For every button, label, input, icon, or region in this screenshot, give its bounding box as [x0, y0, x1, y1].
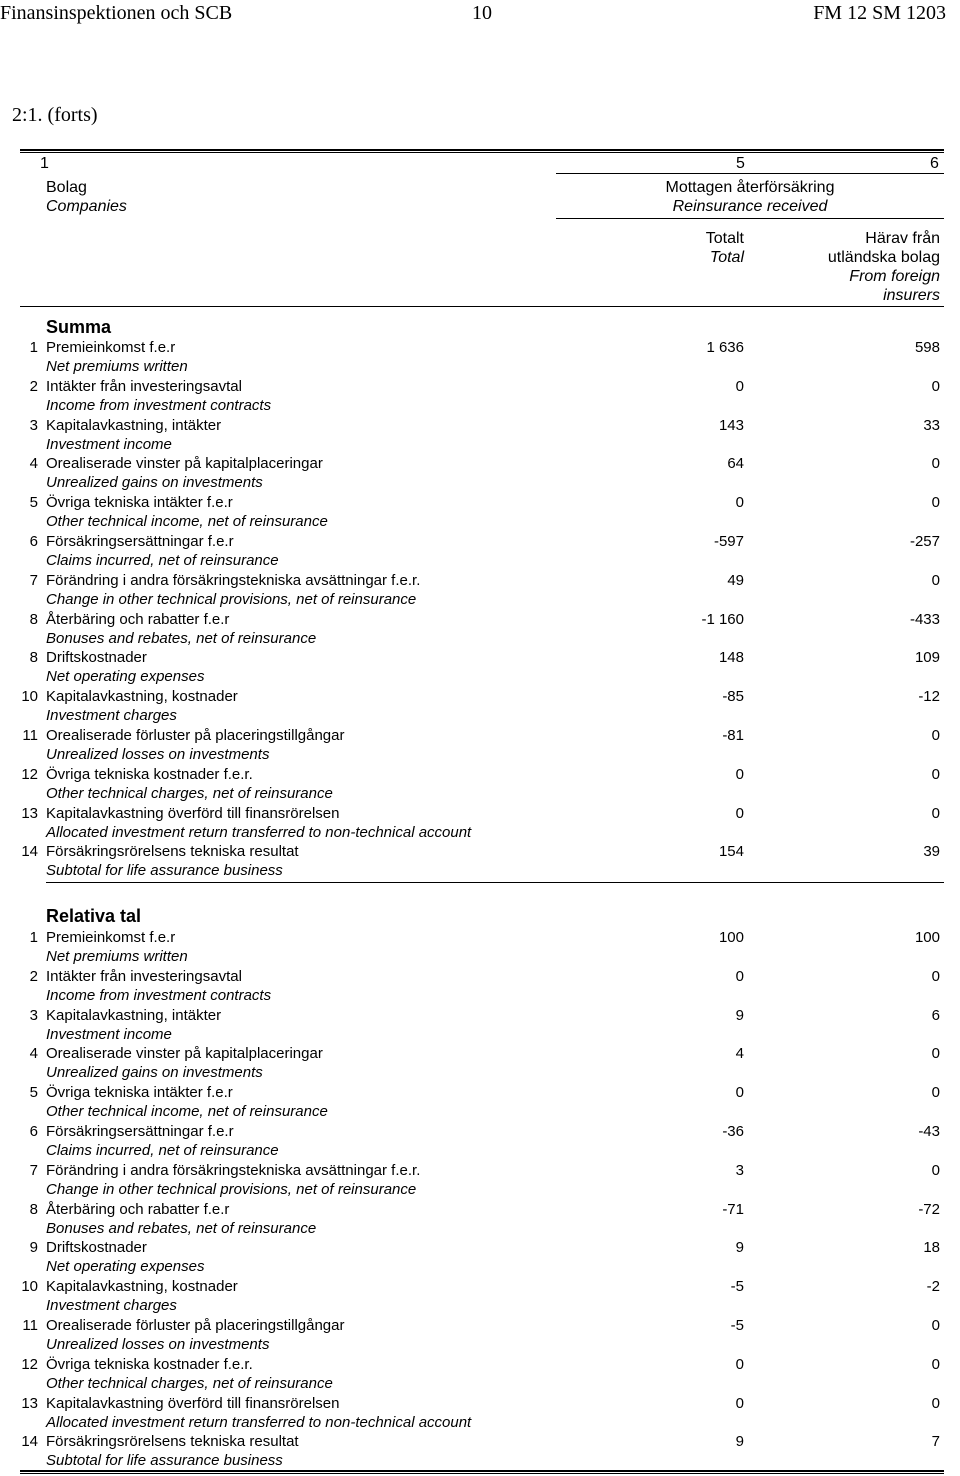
- row-number: 2: [29, 377, 38, 395]
- value-foreign: 0: [931, 967, 940, 985]
- row-label-sv: Försäkringsrörelsens tekniska resultat: [46, 843, 299, 861]
- column-header-insurers: insurers: [883, 287, 940, 304]
- table-top-rule-2: [20, 152, 944, 153]
- value-total: 9: [735, 1239, 744, 1257]
- table-row: [0, 1277, 960, 1316]
- value-total: 3: [735, 1161, 744, 1179]
- page-header-left: Finansinspektionen och SCB: [0, 2, 233, 24]
- table-row: [0, 532, 960, 571]
- value-foreign: 0: [931, 1394, 940, 1412]
- table-row: [0, 1316, 960, 1355]
- row-label-en: Unrealized gains on investments: [46, 1064, 263, 1082]
- row-label-en: Net premiums written: [46, 948, 188, 965]
- value-total: 0: [735, 804, 744, 822]
- value-total: -5: [730, 1278, 744, 1296]
- row-label-en: Other technical income, net of reinsurance: [46, 1103, 328, 1121]
- value-foreign: 100: [914, 929, 940, 946]
- row-label-en: Claims incurred, net of reinsurance: [46, 552, 279, 569]
- value-foreign: 0: [931, 727, 940, 744]
- row-number: 8: [29, 610, 38, 628]
- row-label-sv: Kapitalavkastning, intäkter: [46, 416, 222, 434]
- table-row: [0, 1044, 960, 1083]
- group-header-rule: [556, 218, 944, 219]
- table-row: [0, 1238, 960, 1277]
- value-foreign: 0: [931, 1317, 940, 1334]
- column-number-rule: [556, 173, 944, 174]
- value-total: 1 636: [706, 339, 744, 356]
- value-foreign: -2: [926, 1278, 940, 1296]
- table-row: [0, 804, 960, 843]
- row-label-sv: Övriga tekniska kostnader f.e.r.: [46, 1355, 253, 1373]
- table-row: [0, 610, 960, 649]
- row-number: 13: [21, 1394, 38, 1412]
- table-row: [0, 726, 960, 765]
- table-row: [0, 967, 960, 1006]
- row-label-en: Net operating expenses: [46, 668, 205, 686]
- row-number: 2: [29, 967, 38, 985]
- row-label-en: Net premiums written: [46, 358, 188, 375]
- row-number: 3: [29, 416, 38, 434]
- value-total: -85: [722, 688, 744, 706]
- value-foreign: 0: [931, 494, 940, 512]
- row-label-sv: Försäkringsersättningar f.e.r: [46, 1123, 234, 1140]
- table-row: [0, 571, 960, 610]
- value-foreign: 33: [923, 416, 940, 434]
- row-number: 5: [29, 494, 38, 512]
- row-label-en: Investment charges: [46, 1297, 177, 1315]
- table-row: [0, 338, 960, 377]
- row-number: 5: [29, 1084, 38, 1102]
- table-row: [0, 1161, 960, 1200]
- value-foreign: 0: [931, 1355, 940, 1373]
- value-total: 0: [735, 765, 744, 783]
- summa-bottom-rule: [46, 882, 944, 883]
- row-label-en: Net operating expenses: [46, 1258, 205, 1276]
- column-number-6: 6: [930, 155, 939, 172]
- value-foreign: 598: [914, 339, 940, 356]
- value-foreign: 0: [931, 1161, 940, 1179]
- value-foreign: -72: [918, 1200, 940, 1218]
- section-title: 2:1. (forts): [12, 104, 98, 126]
- row-label-en: Investment income: [46, 435, 172, 453]
- row-label-sv: Orealiserade vinster på kapitalplaceringar: [46, 1045, 323, 1063]
- value-foreign: 0: [931, 455, 940, 473]
- row-label-sv: Övriga tekniska intäkter f.e.r: [46, 1084, 233, 1102]
- row-label-sv: Intäkter från investeringsavtal: [46, 967, 242, 985]
- row-label-en: Investment income: [46, 1025, 172, 1043]
- row-label-en: Bonuses and rebates, net of reinsurance: [46, 1219, 317, 1237]
- table-row: [0, 1006, 960, 1045]
- row-number: 11: [22, 727, 38, 744]
- row-number: 12: [21, 765, 38, 783]
- value-total: 154: [718, 843, 744, 861]
- row-number: 7: [29, 1161, 38, 1179]
- row-number: 8: [29, 649, 38, 667]
- value-foreign: -257: [909, 533, 940, 550]
- table-row: [0, 765, 960, 804]
- value-foreign: 39: [923, 843, 940, 861]
- value-total: -81: [722, 727, 744, 744]
- row-label-sv: Kapitalavkastning, kostnader: [46, 688, 238, 706]
- row-number: 9: [29, 1239, 38, 1257]
- row-label-en: Income from investment contracts: [46, 396, 272, 414]
- row-label-sv: Försäkringsersättningar f.e.r: [46, 533, 234, 550]
- row-label-sv: Återbäring och rabatter f.e.r: [46, 1200, 230, 1218]
- column-header-companies: Companies: [46, 198, 127, 215]
- value-foreign: 0: [931, 804, 940, 822]
- table-top-rule: [20, 149, 944, 151]
- row-number: 6: [29, 533, 38, 550]
- row-label-sv: Förändring i andra försäkringstekniska avsättningar f.e.r.: [46, 571, 421, 589]
- value-total: 100: [718, 929, 744, 946]
- value-foreign: 18: [923, 1239, 940, 1257]
- relativa-title: Relativa tal: [46, 906, 142, 926]
- column-header-from-foreign: From foreign: [849, 268, 940, 285]
- value-foreign: 0: [931, 377, 940, 395]
- value-foreign: -433: [909, 610, 940, 628]
- value-total: 9: [735, 1433, 744, 1451]
- row-label-sv: Kapitalavkastning överförd till finansrörelsen: [46, 1394, 340, 1412]
- row-label-sv: Orealiserade förluster på placeringstillgångar: [46, 1317, 345, 1334]
- value-total: 0: [735, 1084, 744, 1102]
- table-row: [0, 928, 960, 967]
- row-number: 3: [29, 1006, 38, 1024]
- row-number: 14: [21, 1433, 38, 1451]
- table-row: [0, 1083, 960, 1122]
- row-number: 14: [21, 843, 38, 861]
- row-label-en: Income from investment contracts: [46, 986, 272, 1004]
- value-total: -71: [722, 1200, 744, 1218]
- row-label-en: Other technical charges, net of reinsurance: [46, 1374, 333, 1392]
- row-label-en: Change in other technical provisions, net of reinsurance: [46, 1180, 417, 1198]
- value-foreign: 6: [931, 1006, 940, 1024]
- row-label-sv: Kapitalavkastning, intäkter: [46, 1006, 222, 1024]
- table-row: [0, 687, 960, 726]
- value-foreign: 109: [914, 649, 940, 667]
- table-row: [0, 1355, 960, 1394]
- row-number: 10: [21, 688, 38, 706]
- value-total: 9: [735, 1006, 744, 1024]
- table-row: [0, 648, 960, 687]
- row-label-sv: Förändring i andra försäkringstekniska avsättningar f.e.r.: [46, 1161, 421, 1179]
- summa-title: Summa: [46, 317, 112, 337]
- page-header-right: FM 12 SM 1203: [813, 2, 946, 24]
- row-label-sv: Kapitalavkastning överförd till finansrörelsen: [46, 804, 340, 822]
- row-number: 12: [21, 1355, 38, 1373]
- value-total: -36: [722, 1123, 744, 1140]
- table-row: [0, 842, 960, 881]
- value-total: 0: [735, 1394, 744, 1412]
- value-foreign: -12: [918, 688, 940, 706]
- row-label-en: Subtotal for life assurance business: [46, 862, 283, 880]
- value-total: 0: [735, 494, 744, 512]
- value-total: -5: [730, 1317, 744, 1334]
- row-number: 1: [29, 339, 38, 356]
- value-foreign: 7: [931, 1433, 940, 1451]
- value-total: 0: [735, 967, 744, 985]
- row-label-en: Investment charges: [46, 707, 177, 725]
- row-label-sv: Premieinkomst f.e.r: [46, 929, 176, 946]
- page-number: 10: [472, 2, 492, 24]
- row-number: 11: [22, 1317, 38, 1334]
- row-label-sv: Övriga tekniska intäkter f.e.r: [46, 494, 233, 512]
- table-row: [0, 1122, 960, 1161]
- value-total: 0: [735, 1355, 744, 1373]
- row-label-en: Unrealized gains on investments: [46, 474, 263, 492]
- value-total: 143: [718, 416, 744, 434]
- column-header-utlandska-bolag: utländska bolag: [827, 249, 940, 266]
- row-label-en: Change in other technical provisions, net of reinsurance: [46, 590, 417, 608]
- row-label-sv: Återbäring och rabatter f.e.r: [46, 610, 230, 628]
- row-label-sv: Övriga tekniska kostnader f.e.r.: [46, 765, 253, 783]
- row-label-en: Allocated investment return transferred to non-technical account: [46, 823, 472, 841]
- row-label-en: Claims incurred, net of reinsurance: [46, 1142, 279, 1159]
- value-total: -597: [713, 533, 744, 550]
- row-label-sv: Driftskostnader: [46, 1239, 147, 1257]
- table-row: [0, 493, 960, 532]
- value-foreign: 0: [931, 765, 940, 783]
- value-total: 49: [727, 571, 744, 589]
- column-header-harav-fran: Härav från: [865, 230, 940, 247]
- row-label-sv: Kapitalavkastning, kostnader: [46, 1278, 238, 1296]
- row-label-sv: Driftskostnader: [46, 649, 147, 667]
- row-label-sv: Orealiserade förluster på placeringstillgångar: [46, 727, 345, 744]
- value-total: 4: [735, 1045, 744, 1063]
- column-number-1: 1: [40, 155, 49, 172]
- row-number: 6: [29, 1123, 38, 1140]
- row-label-sv: Premieinkomst f.e.r: [46, 339, 176, 356]
- value-total: 148: [718, 649, 744, 667]
- row-label-en: Subtotal for life assurance business: [46, 1452, 283, 1470]
- row-label-en: Other technical income, net of reinsurance: [46, 513, 328, 531]
- row-label-sv: Intäkter från investeringsavtal: [46, 377, 242, 395]
- row-label-sv: Orealiserade vinster på kapitalplaceringar: [46, 455, 323, 473]
- row-label-en: Allocated investment return transferred to non-technical account: [46, 1413, 472, 1431]
- row-number: 8: [29, 1200, 38, 1218]
- value-total: -1 160: [701, 610, 744, 628]
- value-total: 0: [735, 377, 744, 395]
- table-row: [0, 1432, 960, 1471]
- value-foreign: 0: [931, 1084, 940, 1102]
- row-label-en: Other technical charges, net of reinsurance: [46, 784, 333, 802]
- group-header-reinsurance-received: Reinsurance received: [672, 198, 828, 215]
- row-number: 10: [21, 1278, 38, 1296]
- value-total: 64: [727, 455, 744, 473]
- value-foreign: 0: [931, 571, 940, 589]
- header-bottom-rule: [20, 306, 944, 307]
- group-header-mottagen: Mottagen återförsäkring: [665, 179, 835, 196]
- table-row: [0, 1394, 960, 1433]
- table-row: [0, 377, 960, 416]
- column-header-total: Total: [709, 249, 744, 266]
- table-row: [0, 454, 960, 493]
- row-number: 4: [29, 455, 38, 473]
- column-header-bolag: Bolag: [46, 179, 87, 196]
- table-row: [0, 1200, 960, 1239]
- row-number: 13: [21, 804, 38, 822]
- table-bottom-rule-2: [20, 1473, 944, 1474]
- row-label-en: Unrealized losses on investments: [46, 1336, 270, 1353]
- value-foreign: -43: [918, 1123, 940, 1140]
- table-bottom-rule: [20, 1470, 944, 1472]
- row-label-en: Unrealized losses on investments: [46, 746, 270, 763]
- row-label-en: Bonuses and rebates, net of reinsurance: [46, 629, 317, 647]
- column-header-totalt: Totalt: [705, 230, 744, 247]
- row-number: 4: [29, 1045, 38, 1063]
- column-number-5: 5: [736, 155, 745, 172]
- row-label-sv: Försäkringsrörelsens tekniska resultat: [46, 1433, 299, 1451]
- value-foreign: 0: [931, 1045, 940, 1063]
- row-number: 1: [29, 929, 38, 946]
- table-row: [0, 416, 960, 455]
- row-number: 7: [29, 571, 38, 589]
